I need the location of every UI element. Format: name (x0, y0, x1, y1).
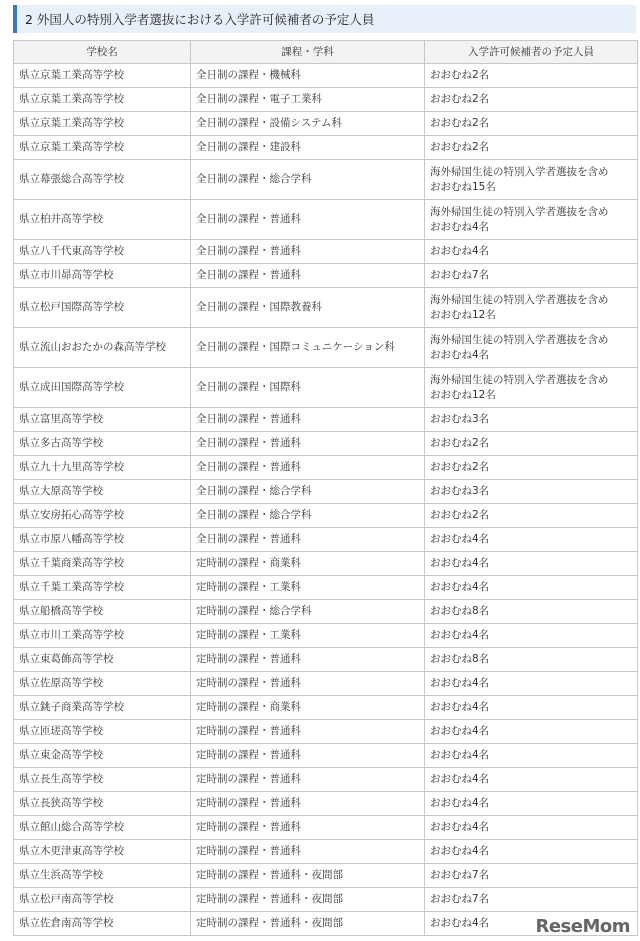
school-name-cell: 県立大原高等学校 (14, 480, 191, 504)
capacity-cell (425, 200, 638, 240)
capacity-cell (425, 112, 638, 136)
capacity-cell (425, 504, 638, 528)
course-cell: 全日制の課程・国際科 (191, 368, 425, 408)
table-row (14, 816, 638, 840)
table-row (14, 456, 638, 480)
table-row (14, 480, 638, 504)
header-school: 学校名 (14, 41, 191, 64)
capacity-cell (425, 816, 638, 840)
header-course: 課程・学科 (191, 41, 425, 64)
capacity-cell (425, 672, 638, 696)
school-name-cell: 県立幕張総合高等学校 (14, 160, 191, 200)
capacity-cell (425, 136, 638, 160)
school-name-cell: 県立匝瑳高等学校 (14, 720, 191, 744)
course-cell: 全日制の課程・普通科 (191, 240, 425, 264)
course-cell: 定時制の課程・商業科 (191, 696, 425, 720)
course-cell: 定時制の課程・普通科 (191, 672, 425, 696)
capacity-line: おおむね8名 (430, 653, 490, 665)
capacity-line: おおむね2名 (430, 117, 490, 129)
school-name-cell: 県立松戸南高等学校 (14, 888, 191, 912)
table-row (14, 840, 638, 864)
capacity-line: おおむね4名 (430, 245, 490, 257)
table-row (14, 600, 638, 624)
table-row (14, 696, 638, 720)
school-name-cell: 県立八千代東高等学校 (14, 240, 191, 264)
table-row (14, 576, 638, 600)
capacity-cell (425, 768, 638, 792)
capacity-line: おおむね4名 (430, 773, 490, 785)
table-row (14, 624, 638, 648)
table-row (14, 864, 638, 888)
school-name-cell: 県立市原八幡高等学校 (14, 528, 191, 552)
capacity-cell (425, 328, 638, 368)
capacity-cell (425, 264, 638, 288)
capacity-line: おおむね7名 (430, 269, 490, 281)
school-name-cell: 県立成田国際高等学校 (14, 368, 191, 408)
course-cell: 定時制の課程・普通科 (191, 792, 425, 816)
school-name-cell: 県立銚子商業高等学校 (14, 696, 191, 720)
course-cell: 定時制の課程・総合学科 (191, 600, 425, 624)
capacity-line: おおむね2名 (430, 509, 490, 521)
table-row (14, 672, 638, 696)
school-name-cell: 県立佐倉南高等学校 (14, 912, 191, 936)
table-row (14, 288, 638, 328)
capacity-line: おおむね12名 (430, 388, 496, 401)
capacity-cell (425, 864, 638, 888)
course-cell: 全日制の課程・普通科 (191, 264, 425, 288)
school-name-cell: 県立九十九里高等学校 (14, 456, 191, 480)
course-cell: 全日制の課程・設備システム科 (191, 112, 425, 136)
course-cell: 定時制の課程・普通科 (191, 840, 425, 864)
school-name-cell: 県立館山総合高等学校 (14, 816, 191, 840)
capacity-line: 海外帰国生徒の特別入学者選抜を含め (430, 373, 609, 386)
capacity-cell (425, 552, 638, 576)
capacity-cell (425, 648, 638, 672)
capacity-line: おおむね4名 (430, 701, 490, 713)
capacity-cell (425, 600, 638, 624)
course-cell: 全日制の課程・国際コミュニケーション科 (191, 328, 425, 368)
course-cell: 定時制の課程・普通科・夜間部 (191, 864, 425, 888)
course-cell: 定時制の課程・工業科 (191, 624, 425, 648)
table-row (14, 136, 638, 160)
course-cell: 定時制の課程・普通科 (191, 768, 425, 792)
table-row (14, 504, 638, 528)
capacity-line: 海外帰国生徒の特別入学者選抜を含め (430, 165, 609, 178)
capacity-cell (425, 480, 638, 504)
capacity-line: おおむね4名 (430, 749, 490, 761)
table-row (14, 264, 638, 288)
course-cell: 定時制の課程・普通科 (191, 720, 425, 744)
capacity-cell (425, 576, 638, 600)
table-row (14, 200, 638, 240)
table-row (14, 368, 638, 408)
capacity-cell (425, 456, 638, 480)
capacity-cell (425, 288, 638, 328)
capacity-line: おおむね2名 (430, 93, 490, 105)
capacity-line: おおむね2名 (430, 437, 490, 449)
capacity-line: おおむね7名 (430, 869, 490, 881)
school-name-cell: 県立流山おおたかの森高等学校 (14, 328, 191, 368)
capacity-cell (425, 408, 638, 432)
header-capacity: 入学許可候補者の予定人員 (425, 41, 638, 64)
course-cell: 全日制の課程・総合学科 (191, 160, 425, 200)
course-cell: 定時制の課程・普通科・夜間部 (191, 888, 425, 912)
course-cell: 全日制の課程・機械科 (191, 64, 425, 88)
course-cell: 全日制の課程・普通科 (191, 200, 425, 240)
table-row (14, 112, 638, 136)
logo-text: ReseMom (535, 916, 630, 937)
course-cell: 定時制の課程・普通科・夜間部 (191, 912, 425, 936)
school-name-cell: 県立千葉工業高等学校 (14, 576, 191, 600)
course-cell: 全日制の課程・電子工業科 (191, 88, 425, 112)
capacity-cell (425, 160, 638, 200)
school-name-cell: 県立長生高等学校 (14, 768, 191, 792)
capacity-line: おおむね3名 (430, 413, 490, 425)
capacity-line: おおむね4名 (430, 220, 490, 233)
capacity-cell (425, 240, 638, 264)
capacity-cell (425, 888, 638, 912)
capacity-line: おおむね2名 (430, 141, 490, 153)
school-name-cell: 県立東葛飾高等学校 (14, 648, 191, 672)
capacity-line: おおむね4名 (430, 797, 490, 809)
course-cell: 全日制の課程・総合学科 (191, 480, 425, 504)
school-name-cell: 県立市川工業高等学校 (14, 624, 191, 648)
school-name-cell: 県立京葉工業高等学校 (14, 112, 191, 136)
capacity-line: おおむね4名 (430, 533, 490, 545)
capacity-cell (425, 840, 638, 864)
course-cell: 定時制の課程・工業科 (191, 576, 425, 600)
capacity-line: おおむね15名 (430, 180, 496, 193)
school-name-cell: 県立松戸国際高等学校 (14, 288, 191, 328)
table-row (14, 792, 638, 816)
school-name-cell: 県立生浜高等学校 (14, 864, 191, 888)
table-row (14, 888, 638, 912)
table-row (14, 240, 638, 264)
course-cell: 定時制の課程・商業科 (191, 552, 425, 576)
capacity-cell (425, 792, 638, 816)
school-name-cell: 県立安房拓心高等学校 (14, 504, 191, 528)
capacity-line: おおむね4名 (430, 581, 490, 593)
school-name-cell: 県立市川昴高等学校 (14, 264, 191, 288)
capacity-line: 海外帰国生徒の特別入学者選抜を含め (430, 205, 609, 218)
capacity-line: 海外帰国生徒の特別入学者選抜を含め (430, 333, 609, 346)
course-cell: 全日制の課程・建設科 (191, 136, 425, 160)
table-row (14, 408, 638, 432)
course-cell: 定時制の課程・普通科 (191, 816, 425, 840)
school-name-cell: 県立長狭高等学校 (14, 792, 191, 816)
capacity-line: おおむね7名 (430, 893, 490, 905)
course-cell: 全日制の課程・総合学科 (191, 504, 425, 528)
table-row (14, 88, 638, 112)
capacity-line: おおむね4名 (430, 725, 490, 737)
capacity-line: おおむね4名 (430, 917, 490, 929)
school-name-cell: 県立富里高等学校 (14, 408, 191, 432)
school-name-cell: 県立佐原高等学校 (14, 672, 191, 696)
capacity-line: おおむね4名 (430, 557, 490, 569)
capacity-line: おおむね4名 (430, 677, 490, 689)
capacity-cell (425, 696, 638, 720)
school-name-cell: 県立船橋高等学校 (14, 600, 191, 624)
table-row (14, 432, 638, 456)
capacity-cell (425, 624, 638, 648)
capacity-line: おおむね4名 (430, 348, 490, 361)
school-name-cell: 県立千葉商業高等学校 (14, 552, 191, 576)
table-row (14, 64, 638, 88)
capacity-line: おおむね8名 (430, 605, 490, 617)
school-name-cell: 県立多古高等学校 (14, 432, 191, 456)
capacity-line: おおむね4名 (430, 845, 490, 857)
course-cell: 全日制の課程・普通科 (191, 456, 425, 480)
table-row (14, 552, 638, 576)
table-header-row (14, 41, 638, 64)
course-cell: 全日制の課程・普通科 (191, 528, 425, 552)
capacity-line: おおむね2名 (430, 69, 490, 81)
course-cell: 定時制の課程・普通科 (191, 744, 425, 768)
course-cell: 全日制の課程・国際教養科 (191, 288, 425, 328)
capacity-cell (425, 64, 638, 88)
capacity-line: おおむね4名 (430, 629, 490, 641)
capacity-cell (425, 432, 638, 456)
capacity-line: 海外帰国生徒の特別入学者選抜を含め (430, 293, 609, 306)
school-name-cell: 県立京葉工業高等学校 (14, 64, 191, 88)
capacity-cell (425, 720, 638, 744)
admission-table (13, 40, 638, 936)
capacity-cell (425, 744, 638, 768)
capacity-line: おおむね2名 (430, 461, 490, 473)
capacity-line: おおむね4名 (430, 821, 490, 833)
school-name-cell: 県立東金高等学校 (14, 744, 191, 768)
table-row (14, 720, 638, 744)
table-row (14, 528, 638, 552)
capacity-cell (425, 88, 638, 112)
table-row (14, 328, 638, 368)
course-cell: 全日制の課程・普通科 (191, 432, 425, 456)
course-cell: 定時制の課程・普通科 (191, 648, 425, 672)
school-name-cell: 県立木更津東高等学校 (14, 840, 191, 864)
capacity-cell (425, 368, 638, 408)
table-row (14, 648, 638, 672)
capacity-cell (425, 528, 638, 552)
course-cell: 全日制の課程・普通科 (191, 408, 425, 432)
school-name-cell: 県立柏井高等学校 (14, 200, 191, 240)
school-name-cell: 県立京葉工業高等学校 (14, 136, 191, 160)
table-row (14, 160, 638, 200)
resemom-logo (535, 916, 630, 937)
school-name-cell: 県立京葉工業高等学校 (14, 88, 191, 112)
capacity-line: おおむね3名 (430, 485, 490, 497)
table-row (14, 768, 638, 792)
table-row (14, 744, 638, 768)
capacity-line: おおむね12名 (430, 308, 496, 321)
section-heading: 2 外国人の特別入学者選抜における入学許可候補者の予定人員 (13, 5, 636, 33)
